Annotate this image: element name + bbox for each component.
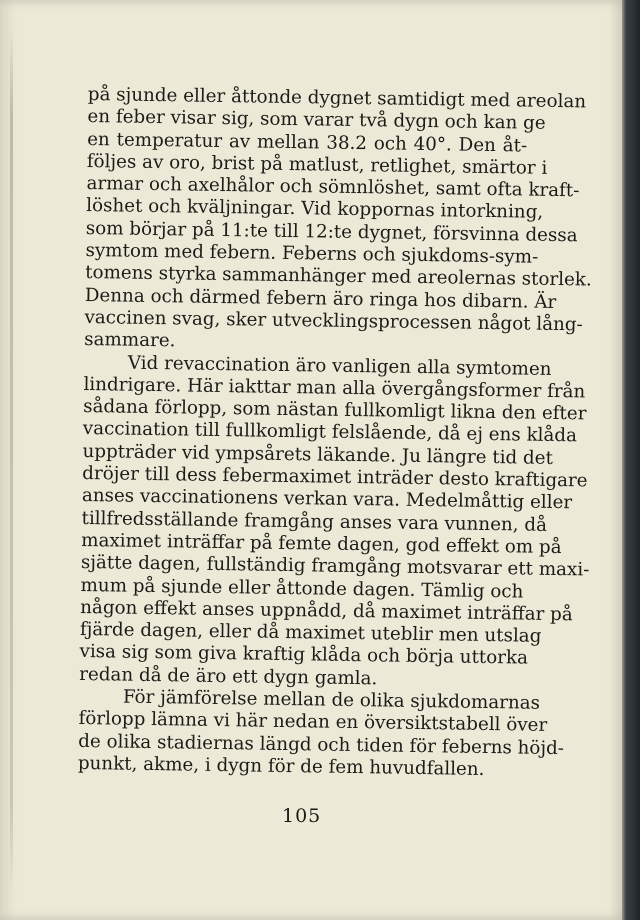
text-line: anses vaccinationens verkan vara. Medelmåttig eller [81,485,573,514]
text-line: en temperatur av mellan 38.2 och 40°. Den åt- [87,128,528,157]
text-line: maximet inträffar på femte dagen, god effekt om på [81,529,562,559]
text-line: Denna och därmed febern äro ringa hos dibarn. Är [84,284,557,313]
paragraph [79,352,590,693]
text-line: de olika stadiernas längd och tiden för feberns höjd- [78,730,565,759]
text-line: som börjar på 11:te till 12:te dygnet, försvinna dessa [85,217,578,247]
text-line: armar och axelhålor och sömnlöshet, samt ofta kraft- [86,173,580,202]
text-line: redan då de äro ett dygn gamla. [79,663,378,690]
text-line: en feber visar sig, som varar två dygn och kan ge [87,106,546,135]
text-line: löshet och kväljningar. Vid koppornas intorkning, [86,195,544,224]
text-line: någon effekt anses uppnådd, då maximet inträffar på [80,596,573,626]
text-line: symtom med febern. Feberns och sjukdoms-sym- [85,240,539,268]
text-line: uppträder vid ympsårets läkande. Ju längre tid det [82,440,554,469]
page-number: 105 [282,805,322,827]
text-line: förlopp lämna vi här nedan en översiktstabell över [78,708,548,737]
text-line: Vid revaccination äro vanligen alla symtomen [127,352,552,380]
book-cover-edge [622,0,640,920]
text-line: följes av oro, brist på matlust, retlighet, smärtor i [86,150,548,179]
text-line: För jämförelse mellan de olika sjukdomarnas [122,686,541,714]
text-line: dröjer till dess febermaximet inträder desto kraftigare [82,463,588,492]
text-line: mum på sjunde eller åttonde dagen. Tämlig och [80,574,524,603]
text-line: sammare. [84,329,176,352]
text-line: tillfredsställande framgång anses vara vunnen, då [81,507,548,536]
text-line: på sjunde eller åttonde dygnet samtidigt med areolan [87,84,587,113]
text-line: sjätte dagen, fullständig framgång motsvarar ett maxi- [80,552,590,581]
text-line: tomens styrka sammanhänger med areolernas storlek. [85,262,592,291]
binding-gutter [10,30,13,890]
text-line: punkt, akme, i dygn för de fem huvudfallen. [77,752,485,780]
body-text [77,84,592,782]
text-line: vaccinen svag, sker utvecklingsprocessen något lång- [84,306,583,336]
paragraph [77,686,565,782]
paragraph [84,84,592,358]
text-line: fjärde dagen, eller då maximet uteblir men utslag [79,619,542,647]
text-line: visa sig som giva kraftig klåda och börja uttorka [79,641,529,670]
text-line: vaccination till fullkomligt felslående, då ej ens klåda [82,418,578,447]
text-line: lindrigare. Här iakttar man alla övergångsformer från [83,373,586,403]
text-line: sådana förlopp, som nästan fullkomligt likna den efter [83,396,587,425]
